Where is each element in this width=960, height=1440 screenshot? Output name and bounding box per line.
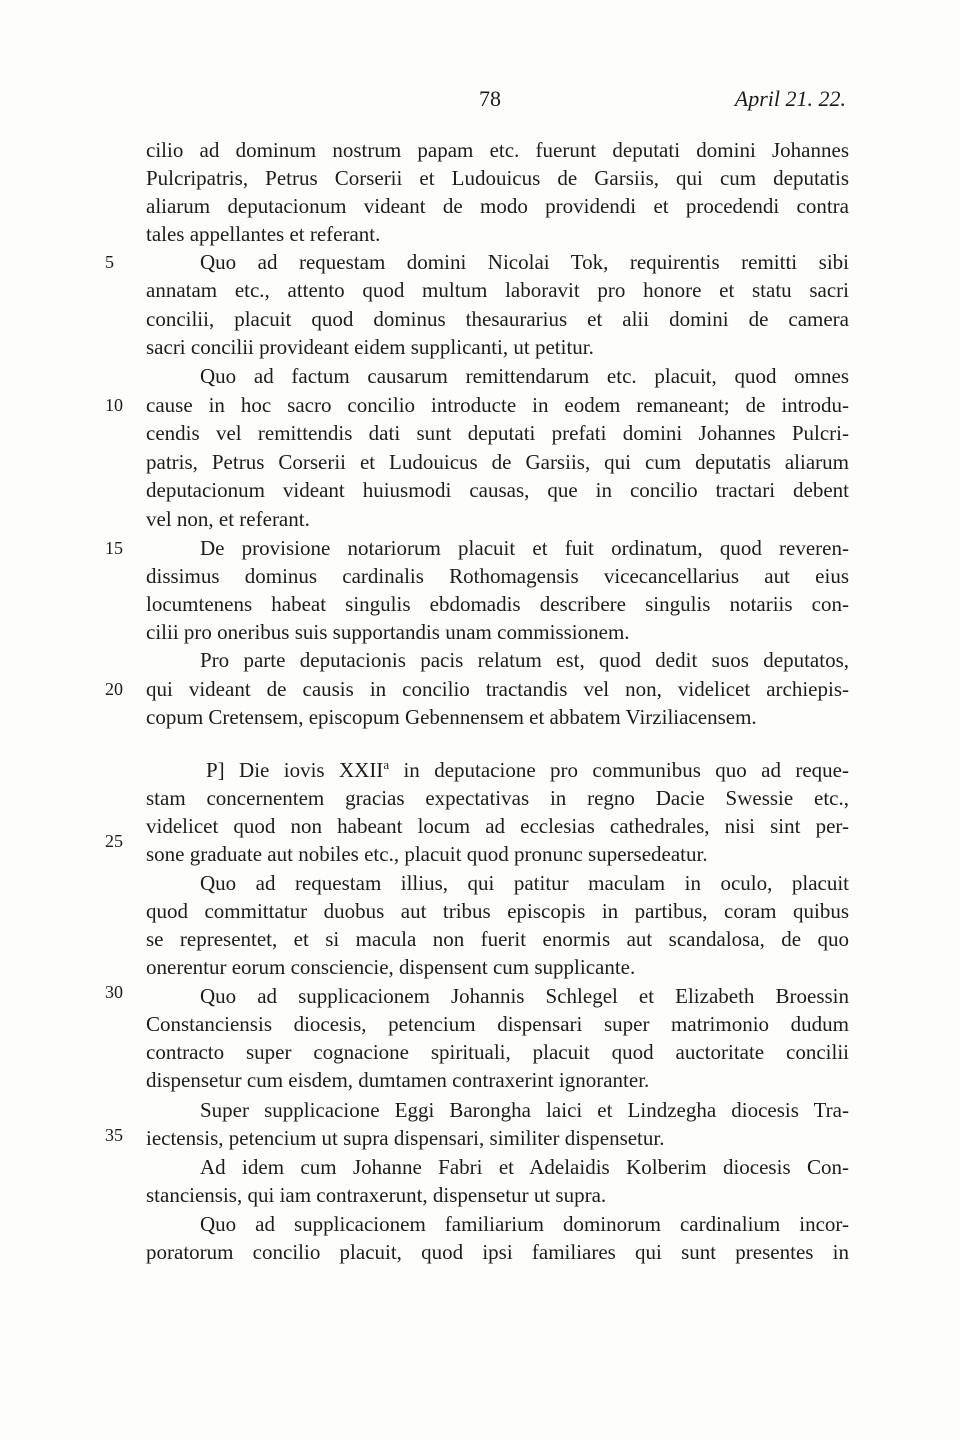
text-line: dissimus dominus cardinalis Rothomagensis vicecancellarius aut eius [146, 564, 849, 588]
running-head: April 21. 22. [734, 86, 846, 111]
text-line: Pulcripatris, Petrus Corserii et Ludouicus de Garsiis, qui cum deputatis [146, 166, 849, 190]
text-line: annatam etc., attento quod multum laboravit pro honore et statu sacri [146, 278, 849, 302]
page-number: 78 [479, 86, 501, 111]
text-line: onerentur eorum consciencie, dispensent cum supplicante. [146, 955, 636, 979]
text-line: poratorum concilio placuit, quod ipsi familiares qui sunt presentes in [146, 1240, 849, 1264]
text-line: deputacionum videant huiusmodi causas, que in concilio tractari debent [146, 478, 849, 502]
text-line: patris, Petrus Corserii et Ludouicus de Garsiis, qui cum deputatis aliarum [146, 450, 849, 474]
text-line: stanciensis, qui iam contraxerunt, dispensetur ut supra. [146, 1183, 607, 1207]
line-number: 5 [105, 252, 114, 272]
text-line: Quo ad factum causarum remittendarum etc. placuit, quod omnes [200, 364, 849, 388]
entry-heading-line [206, 756, 849, 784]
line-number: 30 [105, 982, 123, 1002]
text-line: copum Cretensem, episcopum Gebennensem et abbatem Virziliacensem. [146, 705, 757, 729]
text-line: locumtenens habeat singulis ebdomadis describere singulis notariis con- [146, 592, 849, 616]
text-line: tales appellantes et referant. [146, 222, 381, 246]
text-line: iectensis, petencium ut supra dispensari, similiter dispensetur. [146, 1126, 665, 1150]
superscript: a [383, 757, 390, 772]
text-line: Constanciensis diocesis, petencium dispensari super matrimonio dudum [146, 1012, 849, 1036]
text-line: quod committatur duobus aut tribus episcopis in partibus, coram quibus [146, 899, 849, 923]
text-line: De provisione notariorum placuit et fuit ordinatum, quod reveren- [200, 536, 849, 560]
text-line: dispensetur cum eisdem, dumtamen contraxerint ignoranter. [146, 1068, 650, 1092]
text-line: cause in hoc sacro concilio introducte in eodem remaneant; de introdu- [146, 393, 849, 417]
text-line: concilii, placuit quod dominus thesaurarius et alii domini de camera [146, 307, 849, 331]
text-line: sacri concilii provideant eidem supplicanti, ut petitur. [146, 335, 594, 359]
text-line: stam concernentem gracias expectativas in regno Dacie Swessie etc., [146, 786, 849, 810]
line-number: 25 [105, 831, 123, 851]
text-line: Super supplicacione Eggi Barongha laici et Lindzegha diocesis Tra- [200, 1098, 849, 1122]
text-line: cilii pro oneribus suis supportandis unam commissionem. [146, 620, 630, 644]
text-line: Quo ad supplicacionem Johannis Schlegel et Elizabeth Broessin [200, 984, 849, 1008]
text-line: aliarum deputacionum videant de modo providendi et procedendi contra [146, 194, 849, 218]
page-header [0, 86, 960, 118]
text-line: Quo ad requestam domini Nicolai Tok, requirentis remitti sibi [200, 250, 849, 274]
text-line: Ad idem cum Johanne Fabri et Adelaidis Kolberim diocesis Con- [200, 1155, 849, 1179]
text-line: se representet, et si macula non fuerit enormis aut scandalosa, de quo [146, 927, 849, 951]
text-line: vel non, et referant. [146, 507, 310, 531]
text-line: contracto super cognacione spirituali, placuit quod auctoritate concilii [146, 1040, 849, 1064]
text-line: cilio ad dominum nostrum papam etc. fuerunt deputati domini Johannes [146, 138, 849, 162]
text-line: cendis vel remittendis dati sunt deputati prefati domini Johannes Pulcri- [146, 421, 849, 445]
entry-date-text: P] Die iovis XXII [206, 758, 384, 782]
text-line: qui videant de causis in concilio tractandis vel non, videlicet archiepis- [146, 677, 849, 701]
text-line: Pro parte deputacionis pacis relatum est, quod dedit suos deputatos, [200, 648, 849, 672]
line-number: 10 [105, 395, 123, 415]
text-line: videlicet quod non habeant locum ad ecclesias cathedrales, nisi sint per- [146, 814, 849, 838]
text-line: sone graduate aut nobiles etc., placuit quod pronunc supersedeatur. [146, 842, 708, 866]
text-line: Quo ad supplicacionem familiarium dominorum cardinalium incor- [200, 1212, 849, 1236]
line-number: 35 [105, 1125, 123, 1145]
line-number: 15 [105, 538, 123, 558]
line-number: 20 [105, 679, 123, 699]
entry-text: in deputacione pro communibus quo ad reque- [389, 758, 849, 782]
text-line: Quo ad requestam illius, qui patitur maculam in oculo, placuit [200, 871, 849, 895]
